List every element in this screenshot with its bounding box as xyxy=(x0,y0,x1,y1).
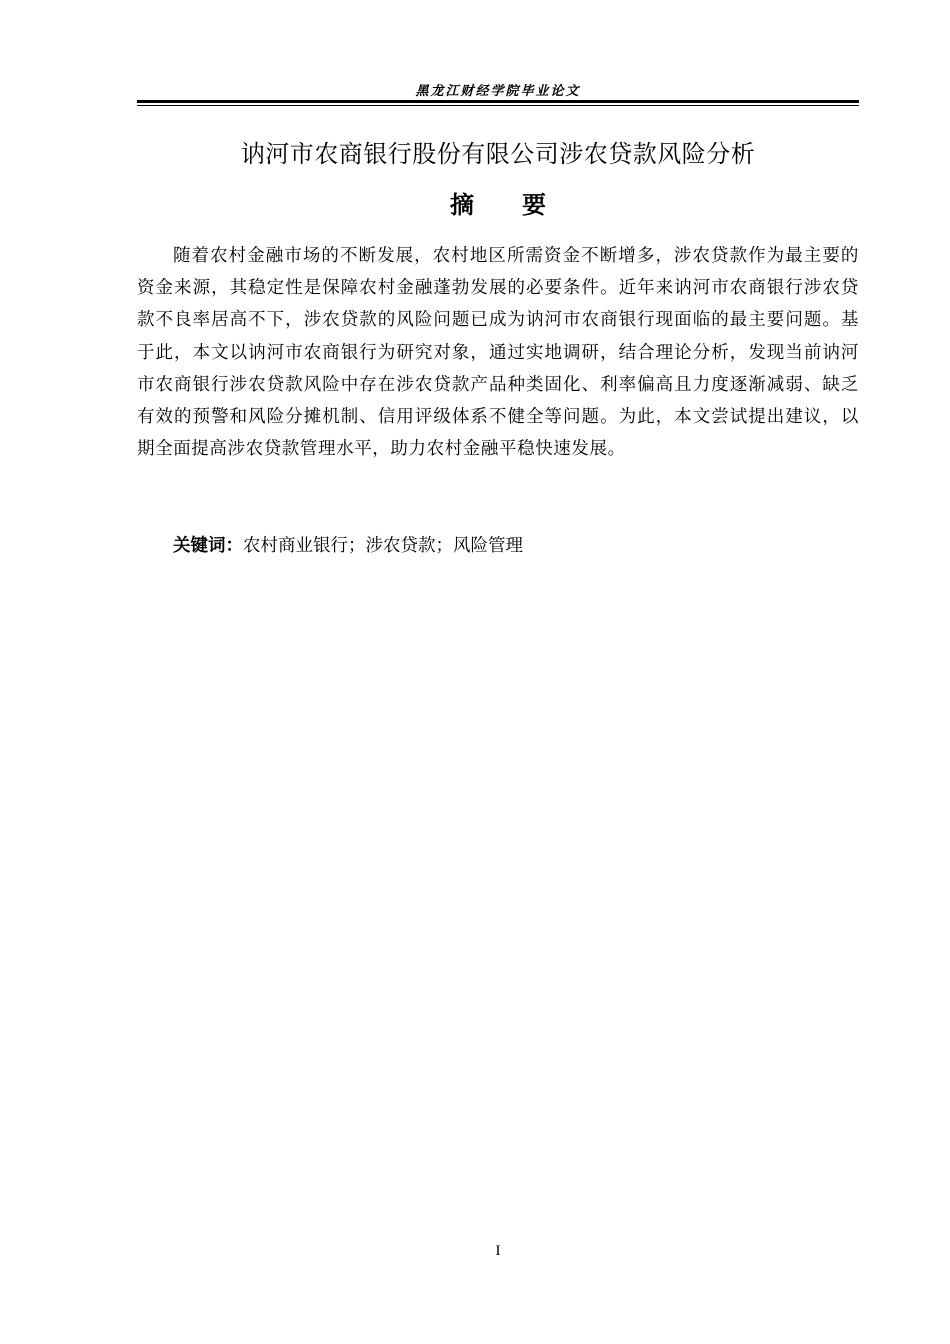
keywords-text: 农村商业银行；涉农贷款；风险管理 xyxy=(243,536,523,556)
thesis-title: 讷河市农商银行股份有限公司涉农贷款风险分析 xyxy=(240,140,756,168)
header-rule-thin xyxy=(137,105,859,106)
abstract-heading: 摘要 xyxy=(450,191,594,219)
header-rule-thick xyxy=(137,100,859,103)
keywords-line xyxy=(173,530,523,562)
abstract-body: 随着农村金融市场的不断发展，农村地区所需资金不断增多，涉农贷款作为最主要的资金来源，其稳定性是保障农村金融蓬勃发展的必要条件。近年来讷河市农商银行涉农贷款不良率居高不下，涉农贷款的风险问题已成为讷河市农商银行现面临的最主要问题。基于此，本文以讷河市农商银行为研究对象，通过实地调研，结合理论分析，发现当前讷河市农商银行涉农贷款风险中存在涉农贷款产品种类固化、利率偏高且力度逐渐减弱、缺乏有效的预警和风险分摊机制、信用评级体系不健全等问题。为此，本文尝试提出建议，以期全面提高涉农贷款管理水平，助力农村金融平稳快速发展。 xyxy=(137,246,859,460)
keywords-label: 关键词： xyxy=(173,536,243,556)
running-header: 黑龙江财经学院毕业论文 xyxy=(415,84,581,99)
page-number: I xyxy=(495,1243,501,1259)
